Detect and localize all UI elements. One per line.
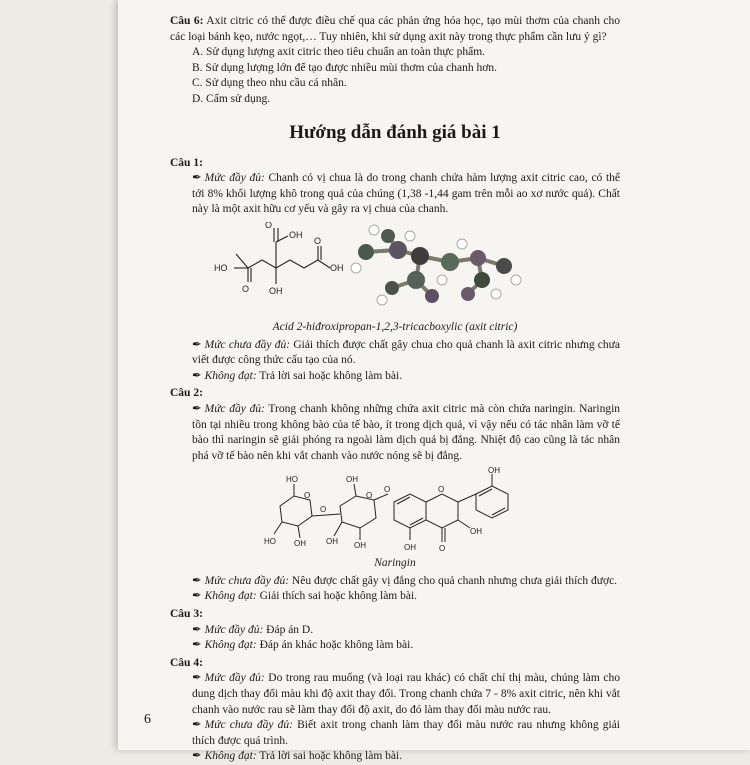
page-content	[170, 14, 620, 765]
pen-nib-icon: ✒	[192, 574, 202, 587]
pen-nib-icon: ✒	[192, 369, 202, 382]
cau3-heading: Câu 3:	[170, 608, 203, 621]
criterion-label: Mức đầy đủ:	[204, 172, 265, 185]
criterion-text: Trả lời sai hoặc không làm bài.	[259, 369, 403, 382]
criterion-label: Mức chưa đầy đủ:	[204, 719, 293, 732]
q6-option-b: B. Sử dụng lượng lớn để tạo được nhiều mùi thơm của chanh hơn.	[192, 61, 497, 74]
struct-label: OH	[269, 285, 283, 296]
cau2-heading: Câu 2:	[170, 387, 203, 400]
struct-label: O	[304, 491, 311, 501]
criterion-text: Đáp án D.	[266, 623, 314, 636]
criterion-text: Do trong rau muống (và loại rau khác) có chất chỉ thị màu, chúng làm cho dung dịch thay đổi màu khi độ axit thay đổi. Trong chanh chứa 7 - 8% axit citric, nên khi vắt chanh vào nước rau sẽ làm thay đổi độ axit, do đó làm thay đổi màu nước rau.	[192, 672, 621, 716]
struct-label: OH	[289, 229, 303, 240]
struct-label: OH	[488, 466, 500, 476]
citric-acid-figure	[170, 222, 620, 318]
criterion-text: Giải thích được chất gây chua cho quả chanh là axit citric nhưng chưa viết được công thức cấu tạo của nó.	[192, 338, 620, 367]
cau3-full	[170, 623, 620, 639]
criterion-label: Không đạt:	[204, 639, 257, 652]
cau1-partial	[170, 338, 620, 369]
cau1-fail	[170, 369, 620, 385]
cau3-fail	[170, 638, 620, 654]
citric-acid-caption: Acid 2-hiđroxipropan-1,2,3-tricacboxylic (axit citric)	[272, 320, 518, 333]
criterion-text: Đáp án khác hoặc không làm bài.	[259, 639, 414, 652]
criterion-text: Chanh có vị chua là do trong chanh chứa hàm lượng axit citric cao, có thể tới 8% khối lượng khô trong quả của chúng (1,38 -1,44 gam trên mỗi ao xơ nước quả). Chất này là một axit hữu cơ yếu và gây ra vị chua của chanh.	[192, 172, 621, 216]
struct-label: O	[242, 283, 250, 294]
q6-option-c: C. Sử dụng theo nhu cầu cá nhân.	[192, 77, 347, 90]
struct-label: O	[265, 221, 273, 230]
cau2-partial	[170, 574, 620, 590]
naringin-caption: Naringin	[374, 557, 416, 570]
struct-label: OH	[354, 541, 366, 551]
struct-label: OH	[330, 262, 344, 273]
page-number: 6	[144, 712, 151, 727]
question-6	[170, 14, 620, 45]
criterion-label: Mức chưa đầy đủ:	[204, 574, 290, 587]
struct-label: HO	[286, 475, 298, 485]
criterion-label: Mức đầy đủ:	[204, 623, 264, 636]
pen-nib-icon: ✒	[192, 338, 202, 351]
citric-acid-3d-model	[351, 225, 521, 305]
cau4-partial	[170, 718, 620, 749]
question-6-stem: Axit citric có thể được điều chế qua các phản ứng hóa học, tạo mùi thơm của chanh cho các loại bánh kẹo, nước ngọt,… Tuy nhiên, khi sử dụng axit này trong thực phẩm cần lưu ý gì?	[170, 15, 621, 43]
naringin-structure	[170, 466, 620, 554]
criterion-label: Mức đầy đủ:	[204, 402, 265, 415]
struct-label: HO	[214, 262, 228, 273]
pen-nib-icon: ✒	[192, 402, 202, 415]
struct-label: O	[384, 485, 391, 495]
criterion-text: Giải thích sai hoặc không làm bài.	[259, 590, 418, 603]
struct-label: HO	[264, 537, 276, 547]
section-title: Hướng dẫn đánh giá bài 1	[289, 121, 501, 143]
criterion-label: Không đạt:	[204, 750, 257, 763]
cau1-heading: Câu 1:	[170, 156, 203, 169]
q6-option-a: A. Sử dụng lượng axit citric theo tiêu chuẩn an toàn thực phẩm.	[192, 46, 486, 59]
cau2-fail	[170, 589, 620, 605]
struct-label: O	[438, 485, 445, 495]
cau1-full	[170, 171, 620, 218]
criterion-text: Trả lời sai hoặc không làm bài.	[259, 750, 403, 763]
struct-label: O	[314, 235, 322, 246]
struct-label: O	[439, 544, 446, 554]
criterion-text: Trong chanh không những chứa axit citric mà còn chứa naringin. Naringin tồn tại nhiều trong không bào của tế bào, ít trong dịch quả, vì vậy nếu có tác nhân làm vỡ tế bào thì naringin sẽ giải phóng ra ngoài làm dịch quả bị đắng. Nhiệt độ cao cũng là tác nhân phá vỡ tế bào nên khi vắt chanh vào nước nóng sẽ bị đắng.	[192, 402, 621, 462]
pen-nib-icon: ✒	[192, 750, 202, 763]
criterion-text: Nêu được chất gây vị đắng cho quả chanh nhưng chưa giải thích được.	[291, 574, 618, 587]
struct-label: OH	[294, 539, 306, 549]
pen-nib-icon: ✒	[192, 719, 202, 732]
cau4-heading: Câu 4:	[170, 656, 203, 669]
cau4-full	[170, 671, 620, 718]
struct-label: O	[366, 491, 373, 501]
criterion-label: Không đạt:	[204, 590, 257, 603]
struct-label: OH	[404, 543, 416, 553]
struct-label: OH	[346, 475, 358, 485]
struct-label: OH	[326, 537, 338, 547]
q6-option-d: D. Cấm sử dụng.	[192, 92, 271, 105]
pen-nib-icon: ✒	[192, 172, 202, 185]
pen-nib-icon: ✒	[192, 672, 202, 685]
criterion-label: Mức chưa đầy đủ:	[204, 338, 291, 351]
naringin-figure	[170, 466, 620, 554]
criterion-text: Biết axit trong chanh làm thay đổi màu nước rau nhưng không giải thích được quá trình.	[192, 719, 620, 747]
cau2-full	[170, 402, 620, 464]
question-6-label: Câu 6:	[170, 15, 204, 27]
criterion-label: Mức đầy đủ:	[204, 672, 265, 685]
cau4-fail	[170, 749, 620, 765]
pen-nib-icon: ✒	[192, 623, 202, 636]
pen-nib-icon: ✒	[192, 590, 202, 603]
criterion-label: Không đạt:	[204, 369, 257, 382]
book-page	[118, 0, 750, 763]
struct-label: OH	[470, 527, 482, 537]
pen-nib-icon: ✒	[192, 639, 202, 652]
citric-acid-structure	[170, 222, 620, 318]
struct-label: O	[320, 505, 327, 515]
